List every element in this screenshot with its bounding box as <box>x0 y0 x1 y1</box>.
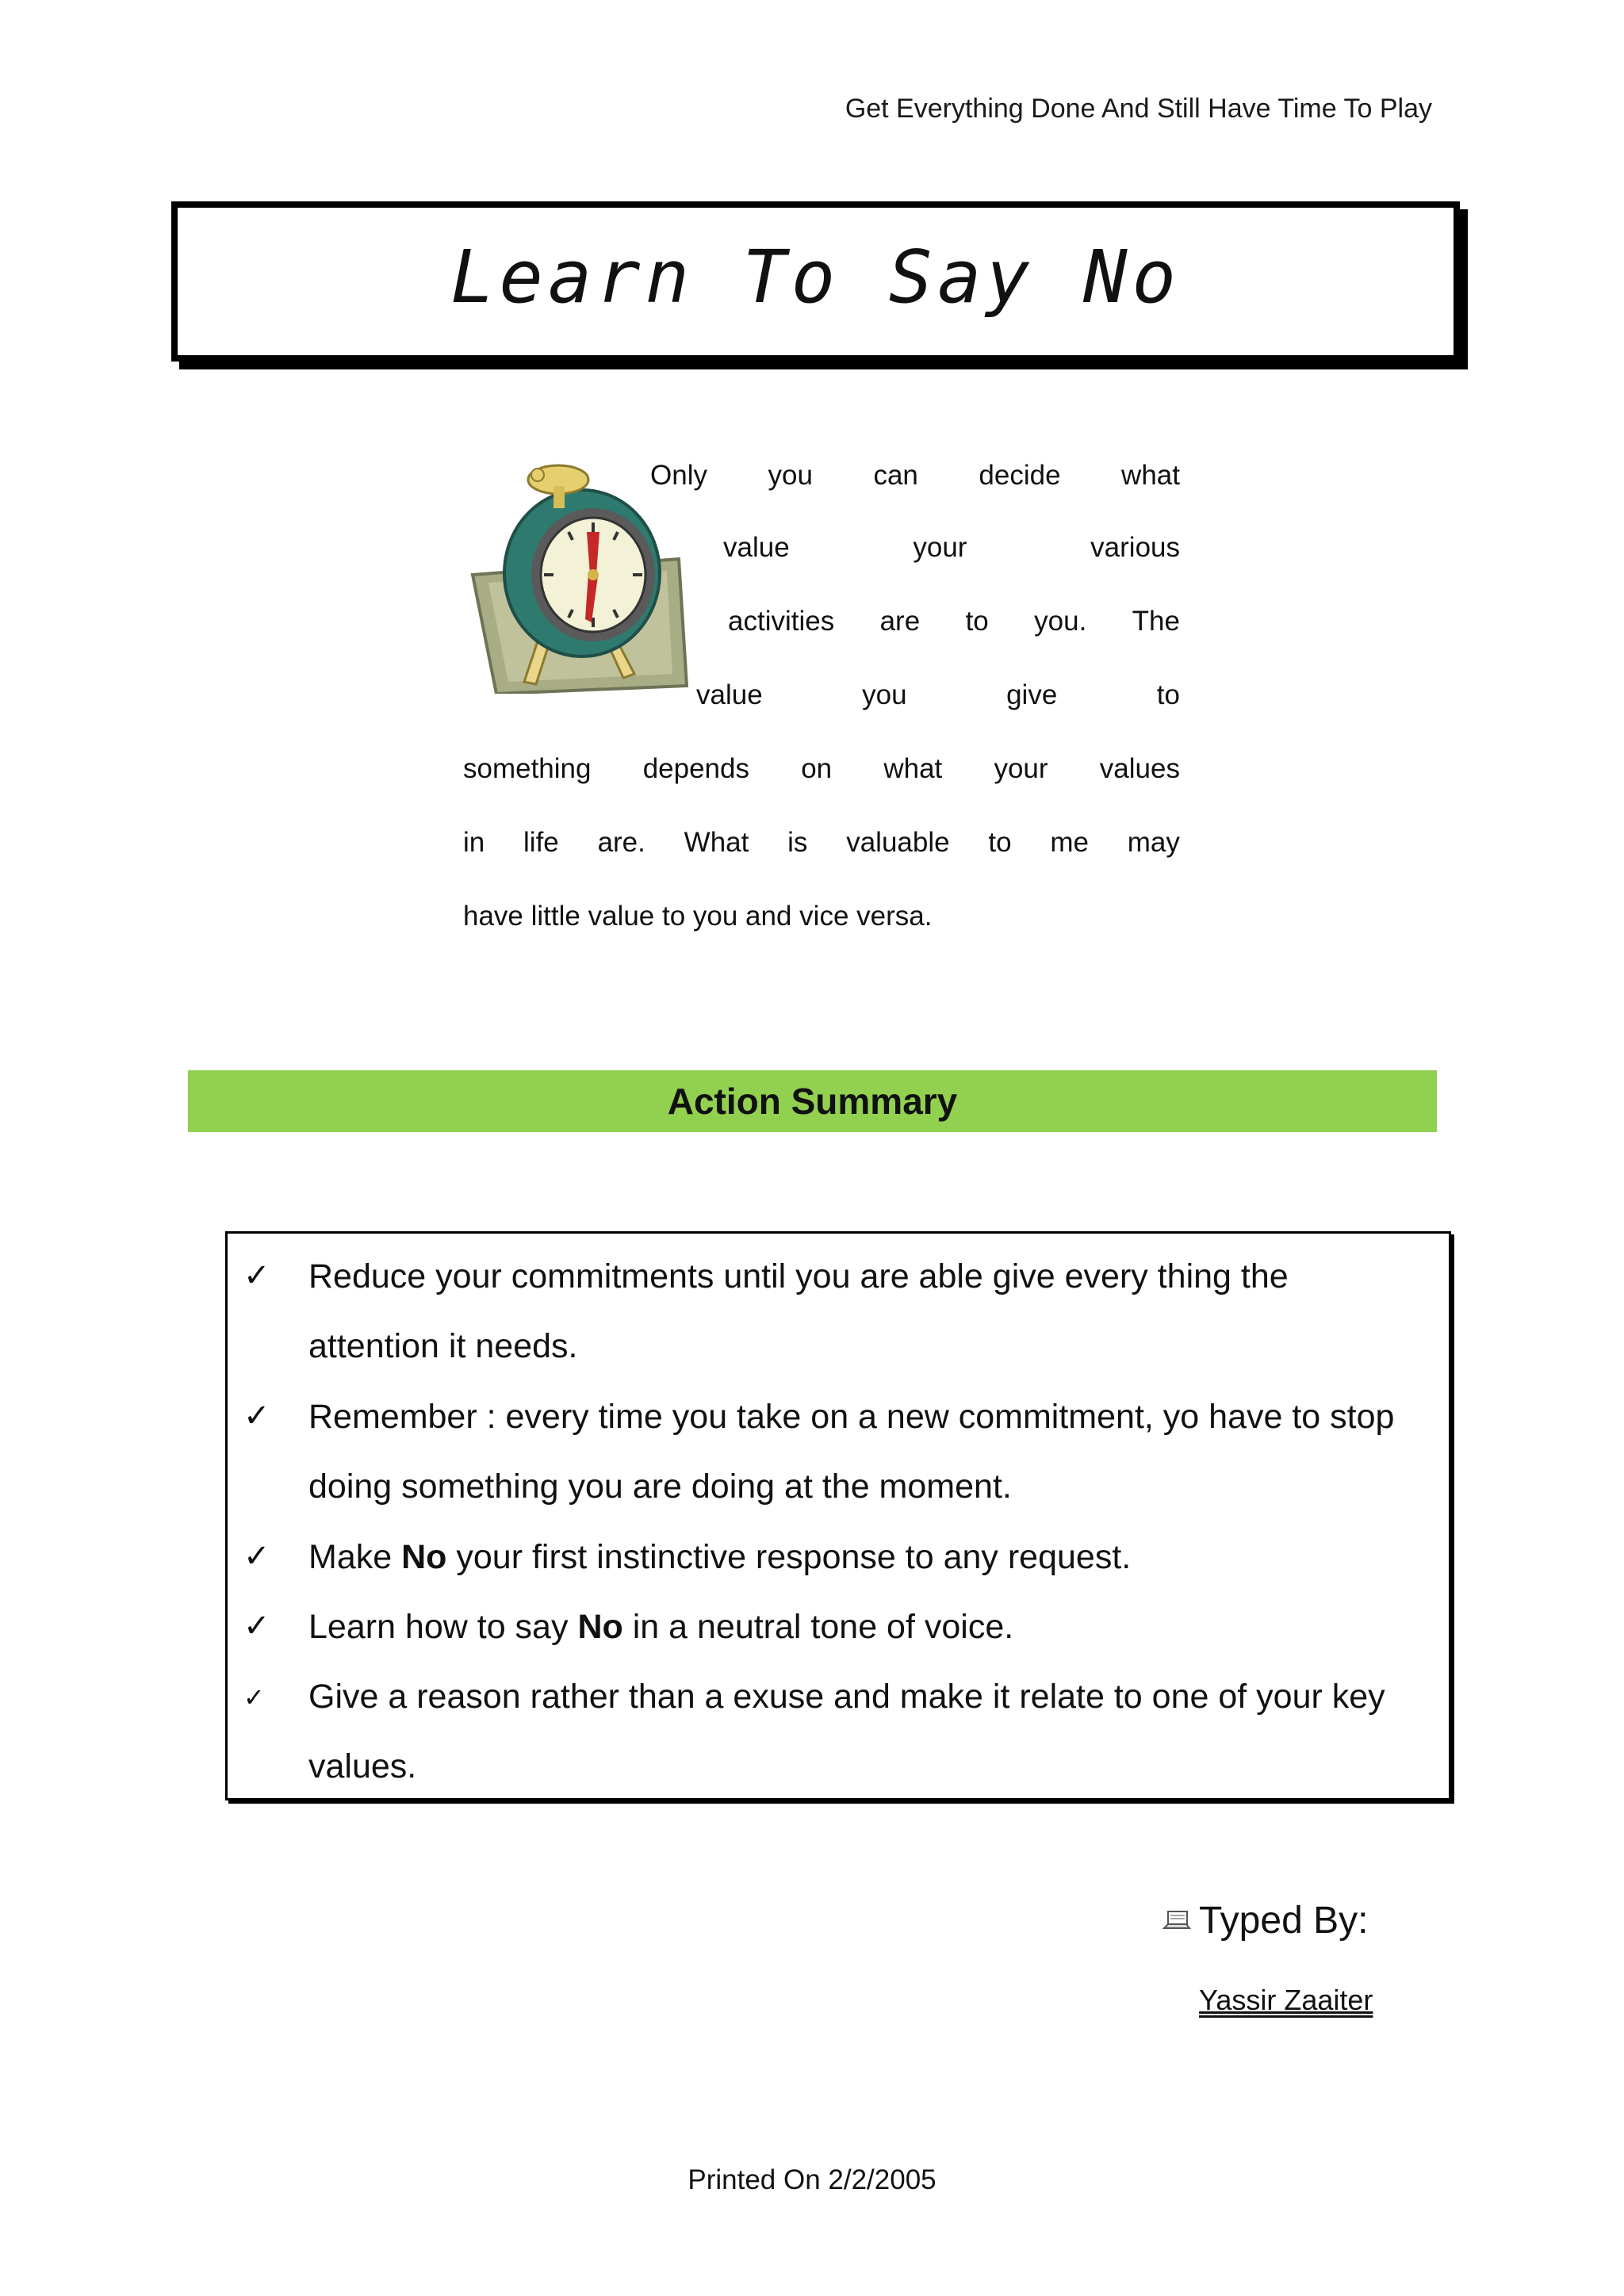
intro-line-2: value your various <box>723 532 1180 563</box>
typed-by <box>1162 1899 1368 1942</box>
intro-line-1: Only you can decide what <box>650 460 1180 491</box>
checkmark-icon: ✓ <box>243 1538 270 1575</box>
action-summary-box: ✓ Reduce your commitments until you are able give every thing the attention it needs. ✓ Remember : every time you take on a new commitment, yo have to stop doing something you are doing at the moment. ✓ Make No your first instinctive response to any request. ✓ Learn how to say No in a neutral tone of voice. ✓ Give a reason rather than a exuse and make it relate to one of your key values. <box>225 1231 1451 1800</box>
page-title: Learn To Say No <box>450 235 1181 320</box>
intro-line-3: activities are to you. The <box>728 606 1180 637</box>
typed-by-label: Typed By: <box>1199 1900 1369 1942</box>
printed-date: Printed On 2/2/2005 <box>688 2164 936 2195</box>
section-title: Action Summary <box>667 1081 958 1122</box>
intro-line-7: have little value to you and vice versa. <box>463 901 933 932</box>
author-name: Yassir Zaaiter <box>1199 1984 1373 2016</box>
intro-line-4: value you give to <box>696 679 1180 710</box>
checkmark-icon: ✓ <box>243 1608 270 1644</box>
checkmark-icon: ✓ <box>243 1398 270 1434</box>
checkmark-icon: ✓ <box>243 1257 270 1294</box>
alarm-clock-icon <box>465 456 695 694</box>
title-box <box>171 201 1460 362</box>
intro-line-5: something depends on what your values <box>463 753 1180 784</box>
intro-line-6: in life are. What is valuable to me may <box>463 827 1180 858</box>
laptop-icon <box>1162 1909 1191 1933</box>
running-header: Get Everything Done And Still Have Time To Play <box>845 94 1432 124</box>
action-summary-banner <box>188 1070 1437 1132</box>
checkmark-icon: ✓ <box>243 1682 265 1712</box>
